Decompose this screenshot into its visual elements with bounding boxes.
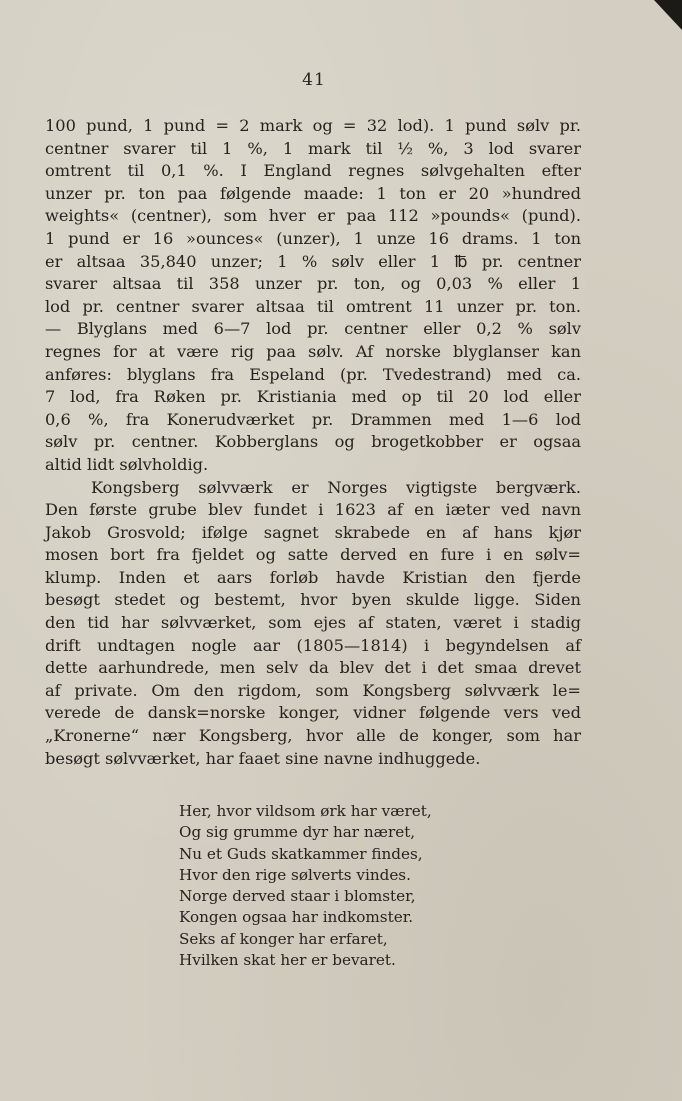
poem-line: Og sig grumme dyr har næret,: [179, 823, 416, 842]
poem-line: Kongen ogsaa har indkomster.: [179, 908, 414, 927]
paragraph-start-line: Kongsberg sølvværk er Norges vigtigste bergværk.: [91, 477, 581, 497]
body-line: unzer pr. ton paa følgende maade: 1 ton er 20 »hundred: [45, 183, 581, 203]
body-line: centner svarer til 1 %, 1 mark til ½ %, 3 lod svarer: [45, 138, 581, 158]
body-line: 1 pund er 16 »ounces« (unzer), 1 unze 16 drams. 1 ton: [45, 228, 581, 248]
poem-line: Seks af konger har erfaret,: [179, 929, 388, 948]
body-line: drift undtagen nogle aar (1805—1814) i begyndelsen af: [45, 635, 581, 655]
poem-line: Hvilken skat her er bevaret.: [179, 951, 396, 970]
body-line: er altsaa 35,840 unzer; 1 % sølv eller 1 ℔ pr. centner: [45, 251, 581, 271]
page-number: 41: [302, 70, 326, 90]
body-line: anføres: blyglans fra Espeland (pr. Tvedestrand) med ca.: [45, 364, 581, 384]
poem-line: Her, hvor vildsom ørk har været,: [179, 802, 432, 820]
poem-line: Norge derved staar i blomster,: [179, 887, 416, 906]
body-line: mosen bort fra fjeldet og satte derved en fure i en sølv=: [45, 545, 581, 565]
body-line: den tid har sølvværket, som ejes af staten, været i stadig: [45, 613, 581, 633]
body-line: svarer altsaa til 358 unzer pr. ton, og 0,03 % eller 1: [45, 274, 581, 294]
body-text: [45, 115, 581, 770]
body-line: 7 lod, fra Røken pr. Kristiania med op til 20 lod eller: [45, 387, 581, 407]
dark-corner-mark: [654, 0, 682, 30]
poem-verse: [179, 801, 479, 971]
body-line: regnes for at være rig paa sølv. Af norske blyglanser kan: [45, 341, 581, 361]
body-line: Jakob Grosvold; ifølge sagnet skrabede en af hans kjør: [45, 522, 581, 542]
body-line: af private. Om den rigdom, som Kongsberg sølvværk le=: [45, 680, 581, 700]
poem-line: Nu et Guds skatkammer findes,: [179, 844, 423, 863]
body-line: klump. Inden et aars forløb havde Kristian den fjerde: [45, 567, 581, 587]
body-line: besøgt stedet og bestemt, hvor byen skulde ligge. Siden: [45, 590, 581, 610]
body-line: sølv pr. centner. Kobberglans og brogetkobber er ogsaa: [45, 432, 581, 452]
body-line: dette aarhundrede, men selv da blev det i det smaa drevet: [45, 658, 581, 678]
body-line: altid lidt sølvholdig.: [45, 454, 209, 474]
body-line: omtrent til 0,1 %. I England regnes sølvgehalten efter: [45, 161, 581, 181]
body-line: verede de dansk=norske konger, vidner følgende vers ved: [45, 703, 581, 723]
body-line: „Kronerne“ nær Kongsberg, hvor alle de konger, som har: [45, 726, 581, 746]
body-line: lod pr. centner svarer altsaa til omtrent 11 unzer pr. ton.: [45, 296, 581, 316]
poem-line: Hvor den rige sølverts vindes.: [179, 865, 411, 884]
body-line: 0,6 %, fra Konerudværket pr. Drammen med 1—6 lod: [45, 409, 581, 429]
body-line: — Blyglans med 6—7 lod pr. centner eller 0,2 % sølv: [45, 319, 581, 339]
body-line: besøgt sølvværket, har faaet sine navne indhuggede.: [45, 748, 481, 768]
body-line: weights« (centner), som hver er paa 112 »pounds« (pund).: [45, 206, 581, 226]
body-line: 100 pund, 1 pund = 2 mark og = 32 lod). 1 pund sølv pr.: [45, 116, 581, 135]
body-line: Den første grube blev fundet i 1623 af en iæter ved navn: [45, 500, 581, 520]
